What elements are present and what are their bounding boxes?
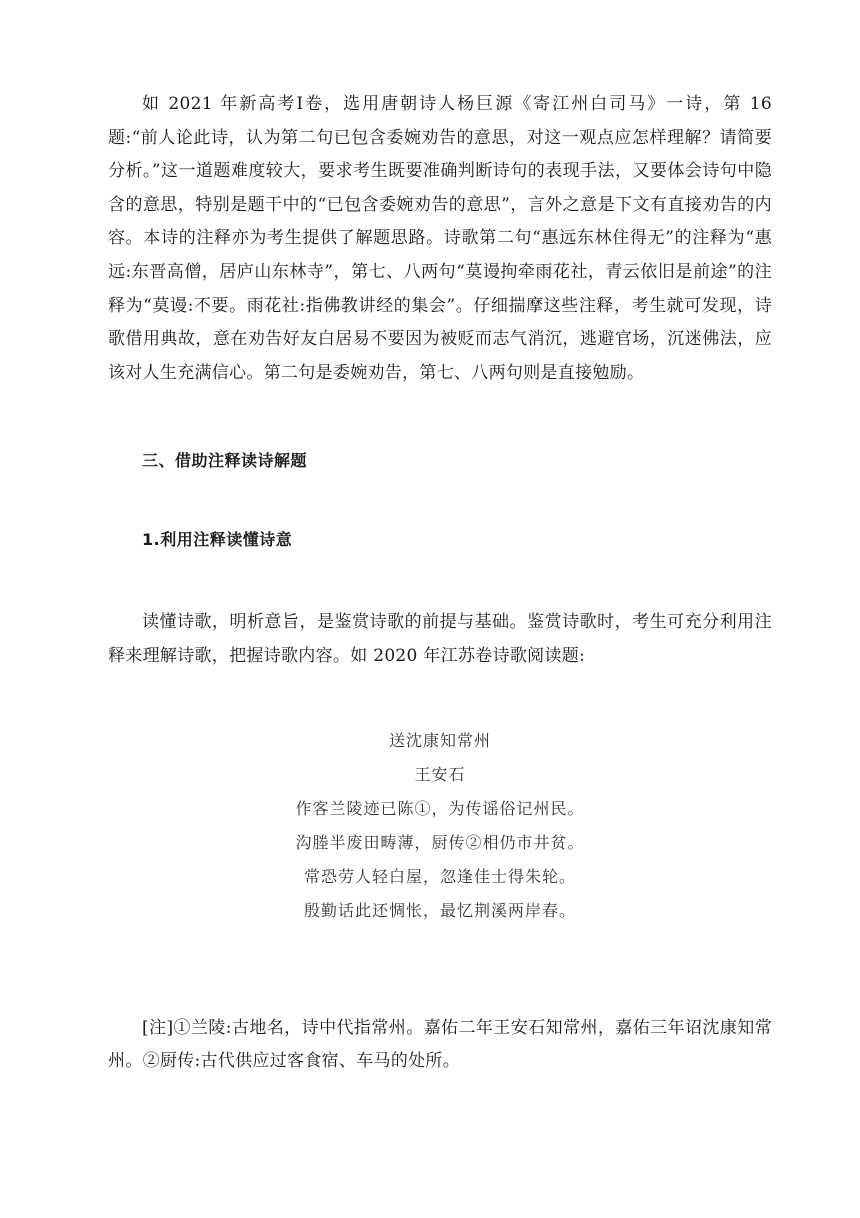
poem-title: 送沈康知常州 bbox=[388, 730, 491, 750]
subsection-heading: 1.利用注释读懂诗意 bbox=[142, 530, 293, 550]
annotation-note: [注]①兰陵:古地名，诗中代指常州。嘉佑二年王安石知常州，嘉佑三年诏沈康知常州。②厨传:古代供应过客食宿、车马的处所。 bbox=[108, 1017, 772, 1072]
poem-line: 沟塍半废田畴薄，厨传②相仍市井贫。 bbox=[295, 832, 585, 852]
poem-line: 作客兰陵迹已陈①，为传谣俗记州民。 bbox=[295, 798, 585, 818]
document-page bbox=[108, 88, 772, 1079]
body-paragraph-intro: 读懂诗歌，明析意旨，是鉴赏诗歌的前提与基础。鉴赏诗歌时，考生可充分利用注释来理解诗歌，把握诗歌内容。如 2020 年江苏卷诗歌阅读题: bbox=[108, 612, 772, 666]
section-heading: 三、借助注释读诗解题 bbox=[142, 451, 308, 471]
poem-line: 常恐劳人轻白屋，忽逢佳士得朱轮。 bbox=[303, 866, 576, 886]
poem-block bbox=[108, 724, 772, 928]
poem-line: 殷勤话此还惆怅，最忆荆溪两岸春。 bbox=[303, 900, 576, 920]
body-paragraph-exam-analysis: 如 2021 年新高考Ⅰ卷，选用唐朝诗人杨巨源《寄江州白司马》一诗，第 16 题:“前人论此诗，认为第二句已包含委婉劝告的意思，对这一观点应怎样理解？请简要分析。”这一道题难度较大，要求考生既要准确判断诗句的表现手法，又要体会诗句中隐含的意思，特别是题干中的“已包含委婉劝告的意思”，言外之意是下文有直接劝告的内容。本诗的注释亦为考生提供了解题思路。诗歌第二句“惠远东林住得无”的注释为“惠远:东晋高僧，居庐山东林寺”，第七、八两句“莫谩拘牵雨花社，青云依旧是前途”的注释为“莫谩:不要。雨花社:指佛教讲经的集会”。仔细揣摩这些注释，考生就可发现，诗歌借用典故，意在劝告好友白居易不要因为被贬而志气消沉，逃避官场，沉迷佛法，应该对人生充满信心。第二句是委婉劝告，第七、八两句则是直接勉励。 bbox=[108, 94, 772, 383]
poem-author: 王安石 bbox=[414, 764, 466, 784]
